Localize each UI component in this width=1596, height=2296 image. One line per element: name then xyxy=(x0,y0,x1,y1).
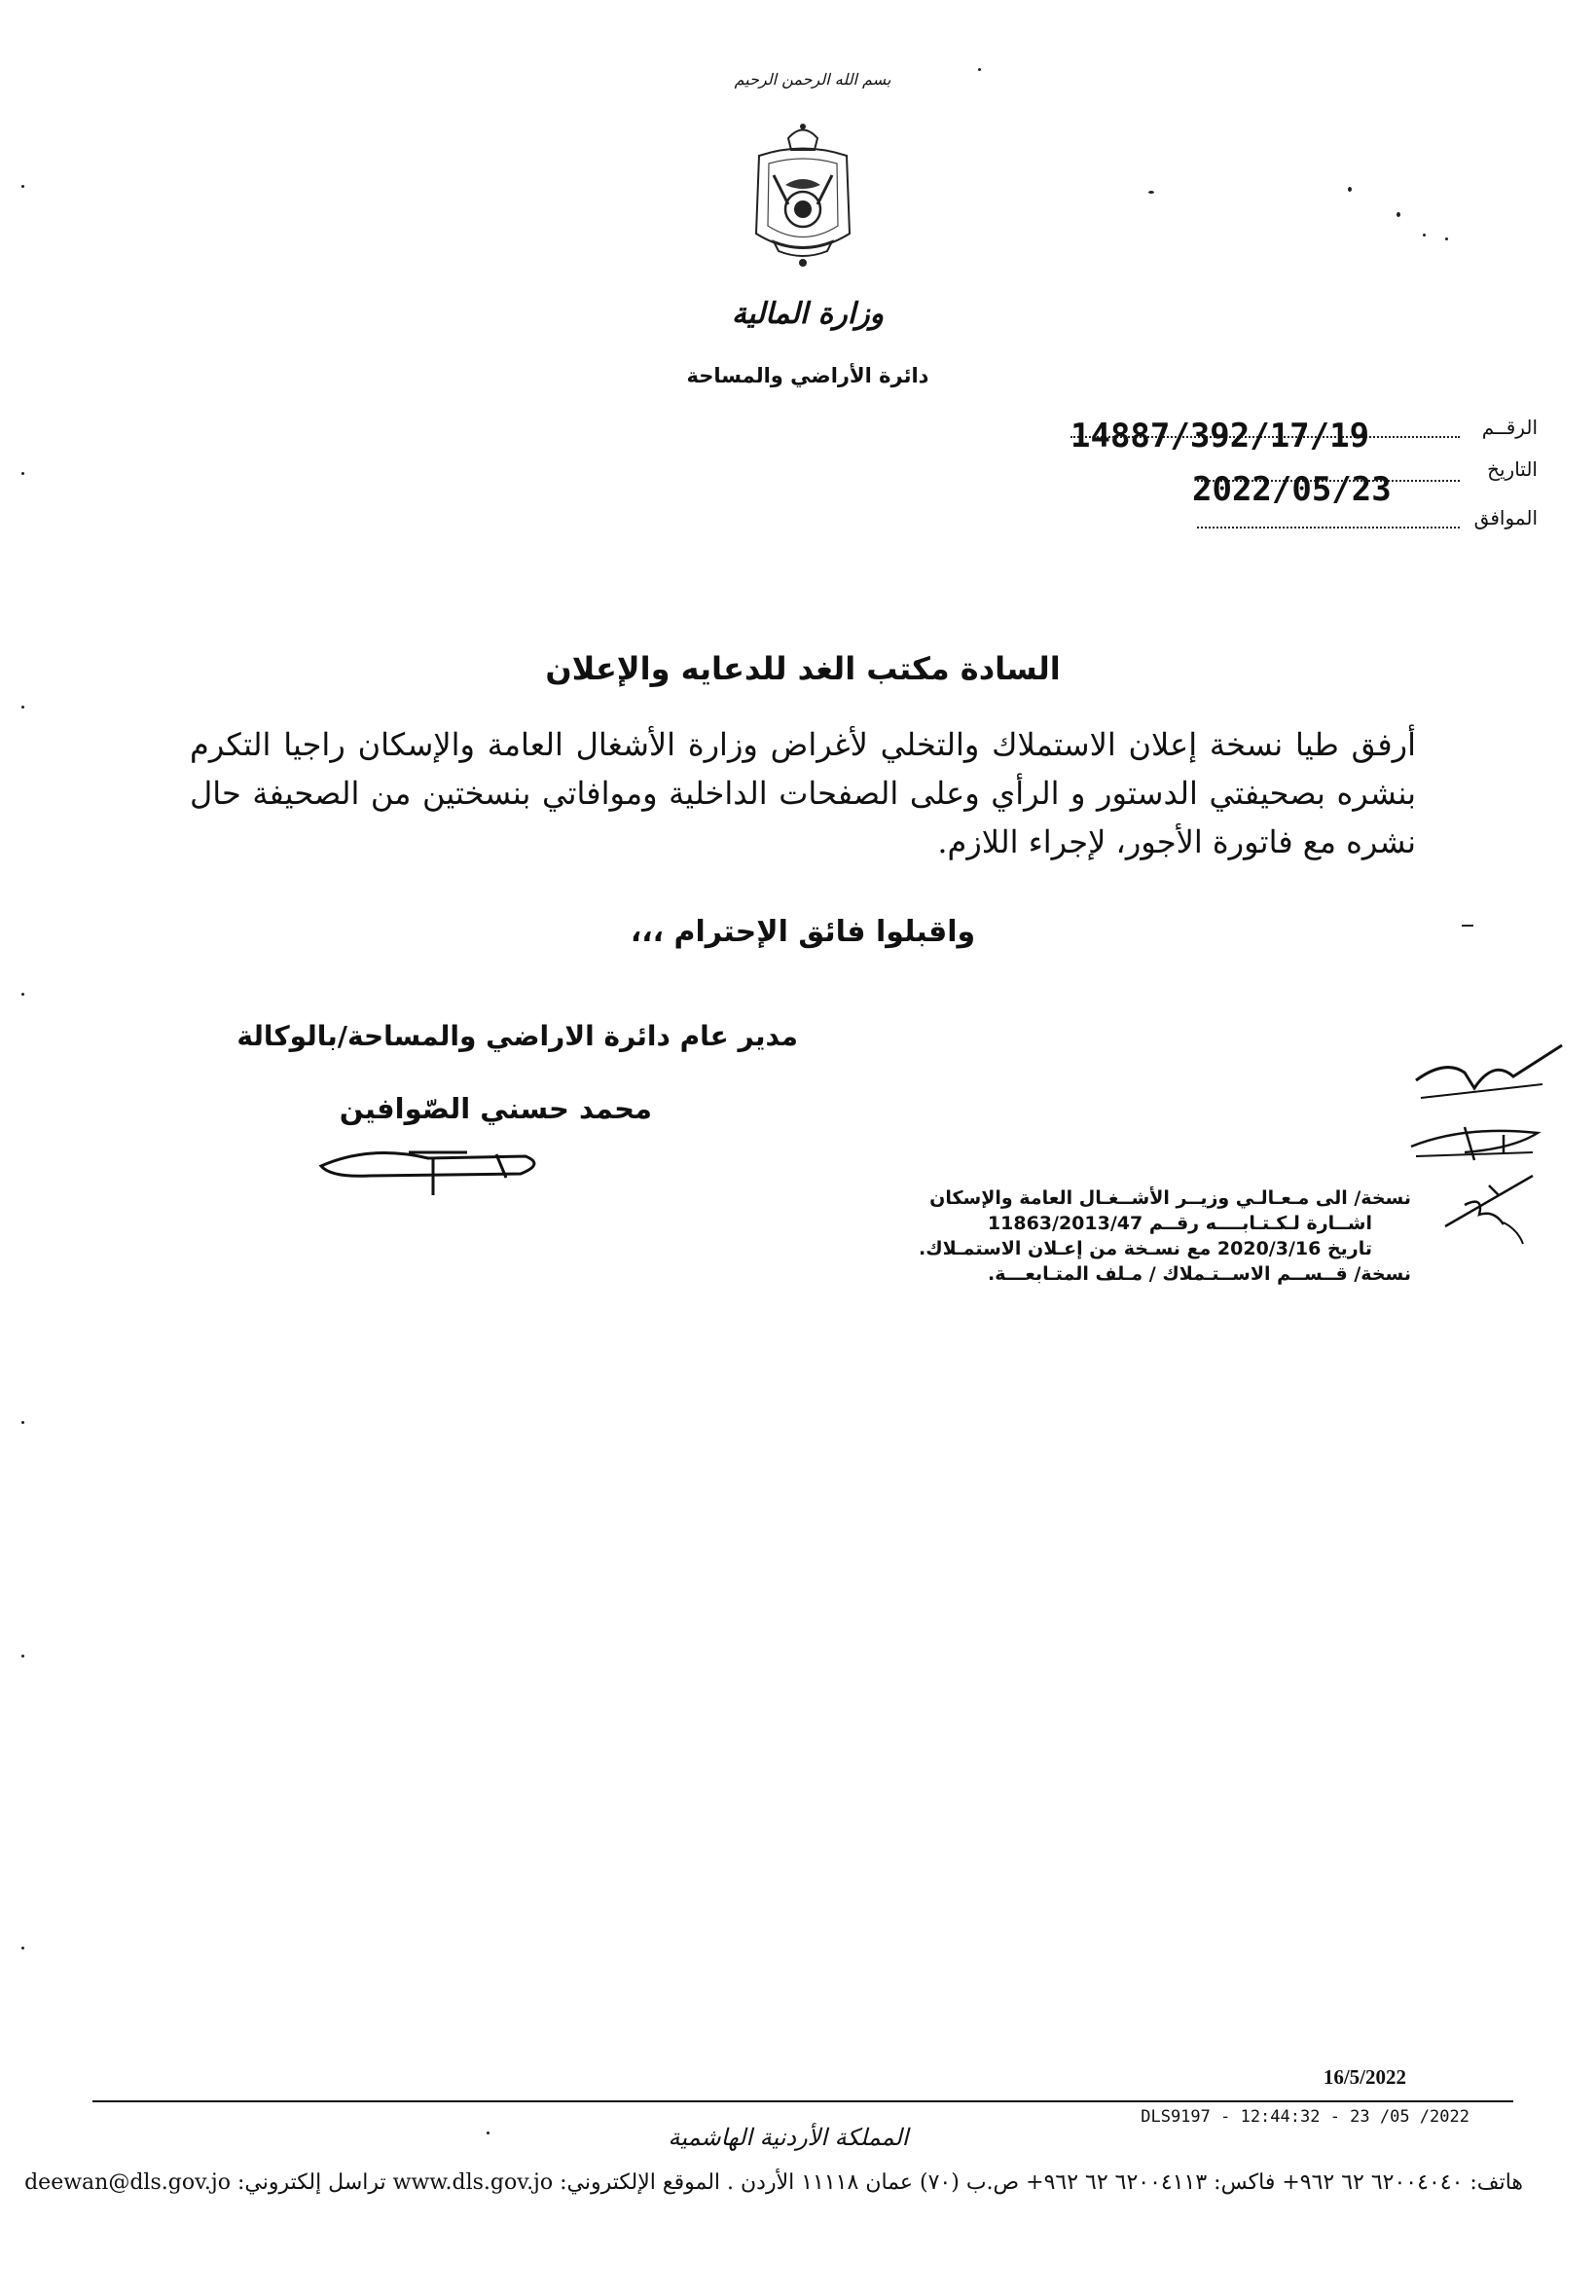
reference-corresponding-dots xyxy=(1197,527,1460,528)
reference-number-label: الرقــم xyxy=(1481,416,1538,439)
footer-system-stamp: DLS9197 - 12:44:32 - 23 /05 /2022 xyxy=(1141,2107,1469,2127)
letter-addressee: السادة مكتب الغد للدعايه والإعلان xyxy=(545,650,1061,687)
signer-signature xyxy=(311,1137,545,1205)
letter-body: أرفق طيا نسخة إعلان الاستملاك والتخلي لأغراض وزارة الأشغال العامة والإسكان راجيا التكرم بنشره بصحيفتي الدستور و الرأي وعلى الصفحات الداخلية وموافاتي بنسختين من الصحيفة حال نشره مع فاتورة الأجور، لإجراء اللازم. xyxy=(190,726,1416,860)
footer-print-date: 16/5/2022 xyxy=(1323,2065,1406,2089)
footer-contact: هاتف: ٦٢٠٠٤٠٤٠ ٦٢ ٩٦٢+ فاكس: ٦٢٠٠٤١١٣ ٦٢ ٩٦٢+ ص.ب (٧٠) عمان ١١١١٨ الأردن . الموقع الإلكتروني: www.dls.gov.jo تراسل إلكتروني: deewan@dls.gov.jo xyxy=(24,2170,1523,2195)
footer-divider xyxy=(92,2100,1513,2102)
department-name: دائرة الأراضي والمساحة xyxy=(686,364,929,387)
copies-line-1: نسخة/ الى مـعـالـي وزيــر الأشــغـال العامة والإسكان xyxy=(929,1187,1411,1209)
reference-number-value: 14887/392/17/19 xyxy=(1070,417,1370,456)
reference-corresponding-label: الموافق xyxy=(1473,506,1538,529)
signer-name: محمد حسني الصّوافين xyxy=(339,1092,652,1125)
bismillah-header: بسم الله الرحمن الرحيم xyxy=(734,70,891,89)
copies-line-3: تاريخ 2020/3/16 مع نسـخة من إعـلان الاستمـلاك. xyxy=(919,1238,1372,1259)
copies-line-4: نسخة/ قــســم الاســتـملاك / مـلف المتـابعـــة. xyxy=(988,1263,1411,1285)
ministry-name: وزارة المالية xyxy=(731,297,885,331)
copies-line-2: اشــارة لـكـتـابــــه رقــم 11863/2013/47 xyxy=(987,1213,1372,1234)
reference-date-value: 2022/05/23 xyxy=(1192,470,1392,509)
signer-title: مدير عام دائرة الاراضي والمساحة/بالوكالة xyxy=(236,1020,798,1052)
margin-initials xyxy=(1406,1039,1572,1283)
jordan-coat-of-arms-icon xyxy=(735,117,871,273)
footer-kingdom: المملكة الأردنية الهاشمية xyxy=(668,2124,909,2151)
copies-section xyxy=(740,1185,1411,1287)
letter-closing: واقبلوا فائق الإحترام ،،، xyxy=(630,915,976,949)
reference-date-label: التاريخ xyxy=(1487,457,1538,481)
